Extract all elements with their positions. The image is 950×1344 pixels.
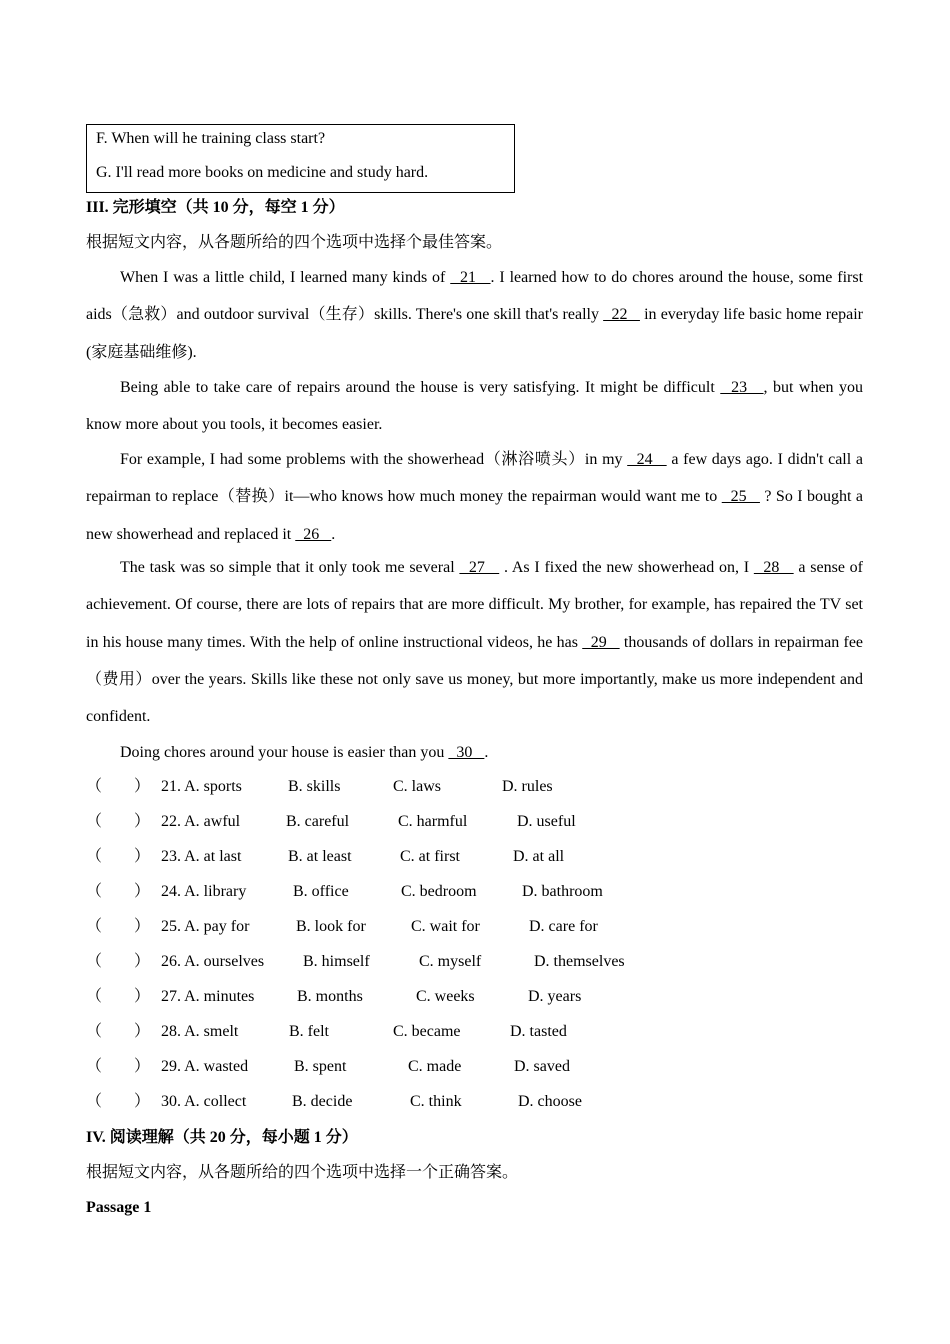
option-b: B. office: [293, 883, 349, 900]
option-d: D. choose: [518, 1093, 582, 1110]
option-c: C. myself: [419, 953, 482, 970]
blank-29: 29: [582, 633, 620, 651]
blank-22: 22: [603, 306, 640, 324]
option-d: D. years: [528, 988, 582, 1005]
option-b: B. decide: [292, 1093, 353, 1110]
cloze-paragraph-3: [86, 441, 863, 553]
option-d: D. bathroom: [522, 883, 603, 900]
option-b: B. look for: [296, 918, 366, 935]
text: For example, I had some problems with the showerhead（淋浴喷头）in my: [120, 451, 628, 468]
option-b: B. skills: [288, 778, 341, 795]
option-a: 29. A. wasted: [161, 1058, 249, 1075]
blank-30: 30: [448, 744, 485, 761]
section3-instruction: 根据短文内容，从各题所给的四个选项中选择个最佳答案。: [86, 234, 503, 251]
answer-paren-open: （: [86, 918, 103, 935]
text: thousands of dollars in repairman fee（费用）over the years. Skills like these not only save us money, but more importantly, make us more independent and confident.: [86, 633, 864, 726]
answer-paren-open: （: [86, 848, 103, 865]
answer-paren-open: （: [86, 778, 103, 795]
text: . As I fixed the new showerhead on, I: [499, 559, 754, 576]
answer-paren-close: ）: [134, 778, 151, 795]
option-d: D. at all: [513, 848, 565, 865]
cloze-paragraph-5: [86, 734, 863, 771]
text: The task was so simple that it only took me several: [120, 559, 460, 576]
option-d: D. rules: [502, 778, 553, 795]
answer-paren-close: ）: [134, 813, 151, 830]
option-c: C. think: [410, 1093, 462, 1110]
text: . I learned how to do chores around the house, some first aids（急救）and outdoor survival（生存）skills. There's one skill that's really: [86, 269, 864, 324]
option-b: B. himself: [303, 953, 370, 970]
cloze-paragraph-2: [86, 369, 863, 444]
answer-paren-open: （: [86, 1023, 103, 1040]
option-c: C. made: [408, 1058, 462, 1075]
option-a: 21. A. sports: [161, 778, 242, 795]
option-a: 28. A. smelt: [161, 1023, 239, 1040]
answer-paren-open: （: [86, 1093, 103, 1110]
option-c: C. weeks: [416, 988, 475, 1005]
text: .: [484, 744, 489, 761]
blank-27: 27: [459, 559, 500, 576]
option-c: C. bedroom: [401, 883, 477, 900]
section4-heading: IV. 阅读理解（共 20 分，每小题 1 分）: [86, 1129, 358, 1146]
option-a: 22. A. awful: [161, 813, 241, 830]
option-b: B. felt: [289, 1023, 329, 1040]
answer-paren-open: （: [86, 953, 103, 970]
option-b: B. at least: [288, 848, 352, 865]
option-d: D. useful: [517, 813, 576, 830]
blank-21: 21: [450, 269, 491, 286]
cloze-paragraph-4: [86, 549, 863, 735]
passage-title: Passage 1: [86, 1199, 152, 1216]
text: When I was a little child, I learned many kinds of: [120, 269, 451, 286]
option-b: B. months: [297, 988, 363, 1005]
option-c: C. wait for: [411, 918, 480, 935]
option-a: 23. A. at last: [161, 848, 242, 865]
section4-instruction: 根据短文内容，从各题所给的四个选项中选择一个正确答案。: [86, 1164, 519, 1181]
answer-paren-close: ）: [134, 1023, 151, 1040]
answer-paren-close: ）: [134, 953, 151, 970]
section3-heading: III. 完形填空（共 10 分，每空 1 分）: [86, 199, 345, 216]
option-a: 30. A. collect: [161, 1093, 247, 1110]
text: a few days ago. I didn't call a repairman to replace（替换）it—who knows how much money the repairman would want me to: [86, 451, 863, 506]
answer-paren-open: （: [86, 813, 103, 830]
option-d: D. care for: [529, 918, 598, 935]
option-d: D. themselves: [534, 953, 625, 970]
option-c: C. harmful: [398, 813, 468, 830]
option-c: C. laws: [393, 778, 441, 795]
text: Being able to take care of repairs around the house is very satisfying. It might be difficult: [120, 379, 721, 396]
text: in everyday life basic home repair (家庭基础维修).: [86, 306, 864, 361]
text: Doing chores around your house is easier than you: [120, 744, 449, 761]
cloze-paragraph-1: [86, 259, 863, 371]
option-g: G. I'll read more books on medicine and study hard.: [96, 164, 429, 181]
blank-24: 24: [627, 451, 667, 468]
option-a: 24. A. library: [161, 883, 247, 900]
answer-paren-close: ）: [134, 883, 151, 900]
options-box: [86, 124, 515, 193]
option-d: D. tasted: [510, 1023, 567, 1040]
blank-25: 25: [721, 488, 760, 506]
answer-paren-close: ）: [134, 988, 151, 1005]
blank-28: 28: [753, 559, 794, 576]
option-b: B. careful: [286, 813, 350, 830]
option-f: F. When will he training class start?: [96, 130, 326, 147]
option-a: 26. A. ourselves: [161, 953, 265, 970]
blank-23: 23: [720, 379, 764, 396]
answer-paren-close: ）: [134, 1093, 151, 1110]
option-b: B. spent: [294, 1058, 347, 1075]
answer-paren-open: （: [86, 988, 103, 1005]
option-c: C. became: [393, 1023, 461, 1040]
text: , but when you know more about you tools, it becomes easier.: [86, 379, 864, 434]
option-c: C. at first: [400, 848, 460, 865]
text: a sense of achievement. Of course, there are lots of repairs that are more difficult. My brother, for example, has repaired the TV set in his house many times. With the help of online instructional videos, he has: [86, 559, 864, 651]
text: .: [331, 525, 336, 543]
answer-paren-open: （: [86, 883, 103, 900]
blank-26: 26: [295, 525, 332, 543]
option-d: D. saved: [514, 1058, 570, 1075]
option-a: 27. A. minutes: [161, 988, 255, 1005]
answer-paren-close: ）: [134, 918, 151, 935]
text: ? So I bought a new showerhead and replaced it: [86, 488, 864, 543]
answer-paren-close: ）: [134, 848, 151, 865]
answer-paren-close: ）: [134, 1058, 151, 1075]
answer-paren-open: （: [86, 1058, 103, 1075]
option-a: 25. A. pay for: [161, 918, 250, 935]
